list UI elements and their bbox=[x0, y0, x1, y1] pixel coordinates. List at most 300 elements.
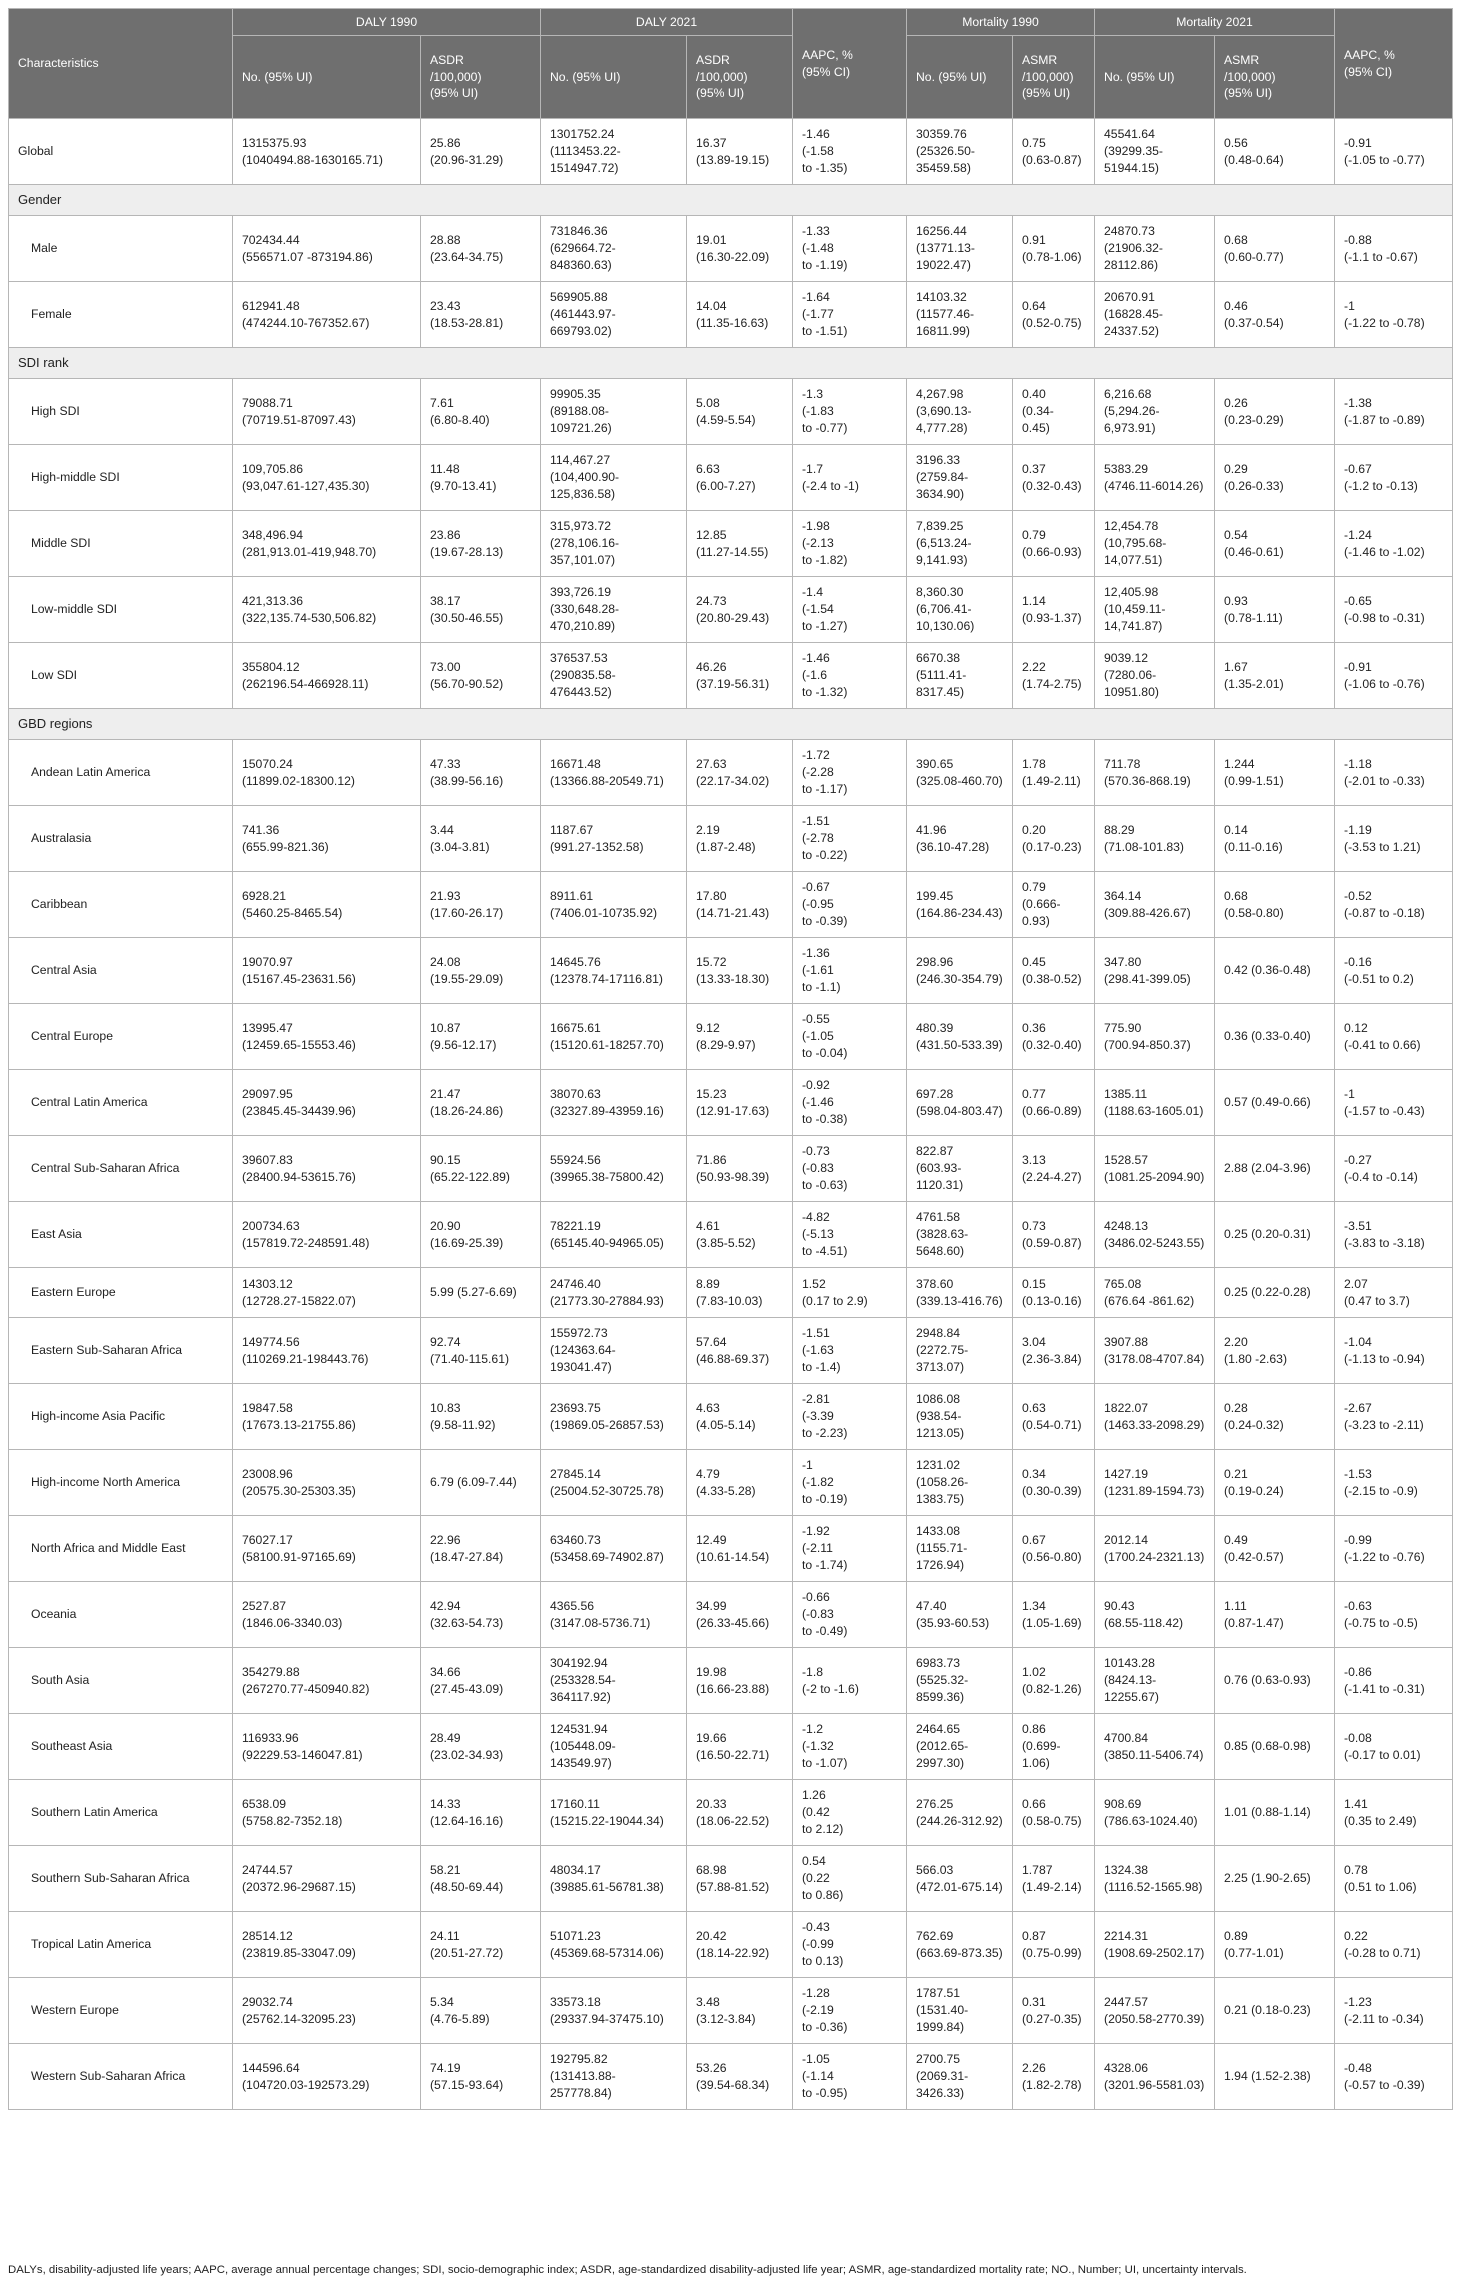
cell-text-line: (9.56-12.17) bbox=[430, 1037, 497, 1052]
cell-daly1990-number bbox=[233, 511, 421, 577]
cell-text-line: 9.12 bbox=[696, 1020, 720, 1035]
cell-text-line: (15215.22-19044.34) bbox=[550, 1813, 664, 1828]
cell-mort2021-asmr bbox=[1215, 1648, 1335, 1714]
cell-text-line: (11577.46- bbox=[916, 307, 975, 322]
cell-text-line: (6.00-7.27) bbox=[696, 478, 756, 493]
cell-text-line: (4.59-5.54) bbox=[696, 412, 756, 427]
cell-daly1990-number bbox=[233, 1780, 421, 1846]
cell-daly2021-asdr bbox=[687, 1384, 793, 1450]
cell-mort2021-asmr bbox=[1215, 1516, 1335, 1582]
cell-mort1990-asmr bbox=[1013, 216, 1095, 282]
cell-text-line: (0.38-0.52) bbox=[1022, 971, 1082, 986]
cell-mort1990-number bbox=[907, 938, 1013, 1004]
cell-mort2021-number bbox=[1095, 1912, 1215, 1978]
cell-daly2021-asdr bbox=[687, 872, 793, 938]
cell-text-line: (35.93-60.53) bbox=[916, 1615, 990, 1630]
cell-text-line: (32.63-54.73) bbox=[430, 1615, 504, 1630]
cell-aapc-daly bbox=[793, 740, 907, 806]
cell-text-line: (-2 to -1.6) bbox=[802, 1681, 859, 1696]
cell-text-line: (1.35-2.01) bbox=[1224, 676, 1284, 691]
cell-text-line: 1.06) bbox=[1022, 1755, 1050, 1770]
cell-text-line: (2.36-3.84) bbox=[1022, 1351, 1082, 1366]
table-row bbox=[9, 1912, 1453, 1978]
cell-text-line: 1231.02 bbox=[916, 1458, 961, 1473]
cell-text-line: -1.24 bbox=[1344, 527, 1372, 542]
cell-text-line: 0.22 bbox=[1344, 1928, 1368, 1943]
cell-daly2021-number bbox=[541, 1004, 687, 1070]
cell-text-line: (19.67-28.13) bbox=[430, 544, 504, 559]
cell-mort2021-asmr bbox=[1215, 1780, 1335, 1846]
cell-daly2021-asdr bbox=[687, 1846, 793, 1912]
cell-text-line: (0.666- bbox=[1022, 897, 1061, 912]
cell-mort1990-asmr bbox=[1013, 1450, 1095, 1516]
cell-text-line: (7.83-10.03) bbox=[696, 1293, 763, 1308]
cell-mort1990-asmr bbox=[1013, 643, 1095, 709]
cell-text-line: 4.61 bbox=[696, 1218, 720, 1233]
cell-aapc-mortality bbox=[1335, 1070, 1453, 1136]
cell-text-line: (45369.68-57314.06) bbox=[550, 1945, 664, 1960]
cell-mort2021-number bbox=[1095, 445, 1215, 511]
cell-text-line: 0.12 bbox=[1344, 1020, 1368, 1035]
cell-text-line: -1.38 bbox=[1344, 395, 1372, 410]
row-label: Low-middle SDI bbox=[9, 577, 233, 643]
cell-text-line: 109721.26) bbox=[550, 420, 612, 435]
cell-text-line: -1.64 bbox=[802, 290, 830, 305]
cell-text-line: 6.63 bbox=[696, 461, 720, 476]
cell-aapc-daly bbox=[793, 511, 907, 577]
cell-mort1990-asmr bbox=[1013, 2044, 1095, 2110]
cell-daly2021-number bbox=[541, 379, 687, 445]
row-label: Central Asia bbox=[9, 938, 233, 1004]
cell-text-line: 848360.63) bbox=[550, 257, 612, 272]
header-aapc-mortality: AAPC, % (95% CI) bbox=[1335, 9, 1453, 119]
cell-text-line: (124363.64- bbox=[550, 1343, 616, 1358]
cell-text-line: 0.77 bbox=[1022, 1086, 1046, 1101]
cell-daly2021-number bbox=[541, 1780, 687, 1846]
cell-text-line: (-0.83 bbox=[802, 1607, 834, 1622]
cell-text-line: 0.46 bbox=[1224, 298, 1248, 313]
cell-text-line: (322,135.74-530,506.82) bbox=[242, 610, 377, 625]
cell-text-line: 3196.33 bbox=[916, 453, 961, 468]
table-row bbox=[9, 282, 1453, 348]
cell-text-line: (-1.83 bbox=[802, 404, 834, 419]
cell-text-line: 28.49 bbox=[430, 1730, 461, 1745]
cell-text-line: 24.11 bbox=[430, 1928, 460, 1943]
cell-text-line: (46.88-69.37) bbox=[696, 1351, 770, 1366]
cell-daly2021-number bbox=[541, 1318, 687, 1384]
burden-table-container bbox=[8, 8, 1452, 2110]
cell-daly1990-asdr bbox=[421, 1714, 541, 1780]
cell-aapc-mortality bbox=[1335, 1136, 1453, 1202]
cell-mort2021-number bbox=[1095, 1384, 1215, 1450]
cell-text-line: (71.40-115.61) bbox=[430, 1351, 510, 1366]
cell-text-line: (-0.17 to 0.01) bbox=[1344, 1747, 1421, 1762]
table-row bbox=[9, 1070, 1453, 1136]
cell-text-line: -0.27 bbox=[1344, 1152, 1372, 1167]
cell-mort1990-number bbox=[907, 740, 1013, 806]
cell-text-line: (65.22-122.89) bbox=[430, 1169, 510, 1184]
table-row bbox=[9, 1318, 1453, 1384]
cell-text-line: 347.80 bbox=[1104, 954, 1142, 969]
table-row bbox=[9, 1582, 1453, 1648]
cell-mort1990-number bbox=[907, 282, 1013, 348]
cell-text-line: (0.58-0.80) bbox=[1224, 905, 1284, 920]
cell-text-line: 0.54 bbox=[802, 1854, 826, 1869]
cell-text-line: (-3.83 to -3.18) bbox=[1344, 1235, 1425, 1250]
header-aapc-daly: AAPC, % (95% CI) bbox=[793, 9, 907, 119]
cell-text-line: 0.37 bbox=[1022, 461, 1046, 476]
cell-text-line: (-2.15 to -0.9) bbox=[1344, 1483, 1418, 1498]
cell-text-line: (325.08-460.70) bbox=[916, 773, 1003, 788]
cell-text-line: 14303.12 bbox=[242, 1276, 293, 1291]
cell-mort2021-asmr bbox=[1215, 1004, 1335, 1070]
cell-text-line: 23.43 bbox=[430, 298, 461, 313]
cell-text-line: 0.73 bbox=[1022, 1218, 1046, 1233]
cell-text-line: (18.47-27.84) bbox=[430, 1549, 504, 1564]
cell-text-line: (-1.54 bbox=[802, 602, 834, 617]
cell-text-line: (-1.05 to -0.77) bbox=[1344, 152, 1425, 167]
cell-text-line: (0.48-0.64) bbox=[1224, 152, 1284, 167]
row-label: Low SDI bbox=[9, 643, 233, 709]
cell-text-line: 2464.65 bbox=[916, 1722, 961, 1737]
cell-text-line: 29097.95 bbox=[242, 1086, 293, 1101]
cell-daly2021-number bbox=[541, 1846, 687, 1912]
row-label: Central Sub-Saharan Africa bbox=[9, 1136, 233, 1202]
cell-text-line: (0.17-0.23) bbox=[1022, 839, 1082, 854]
cell-text-line: -1.46 bbox=[802, 127, 830, 142]
cell-text-line: 73.00 bbox=[430, 659, 461, 674]
cell-text-line: (104,400.90- bbox=[550, 470, 620, 485]
cell-text-line: (10.61-14.54) bbox=[696, 1549, 770, 1564]
cell-aapc-mortality bbox=[1335, 511, 1453, 577]
section-label: SDI rank bbox=[9, 348, 1453, 379]
cell-text-line: 144596.64 bbox=[242, 2060, 300, 2075]
cell-text-line: to -0.49) bbox=[802, 1623, 848, 1638]
cell-text-line: 3.44 bbox=[430, 822, 454, 837]
cell-text-line: (-1.22 to -0.78) bbox=[1344, 315, 1425, 330]
table-row bbox=[9, 806, 1453, 872]
cell-text-line: 1427.19 bbox=[1104, 1466, 1149, 1481]
cell-text-line: (9.58-11.92) bbox=[430, 1417, 496, 1432]
cell-aapc-mortality bbox=[1335, 2044, 1453, 2110]
cell-text-line: 908.69 bbox=[1104, 1796, 1142, 1811]
cell-text-line: 2700.75 bbox=[916, 2052, 961, 2067]
cell-text-line: (-1.77 bbox=[802, 307, 834, 322]
cell-mort1990-number bbox=[907, 1004, 1013, 1070]
cell-text-line: to 0.13) bbox=[802, 1953, 844, 1968]
cell-mort1990-number bbox=[907, 445, 1013, 511]
cell-text-line: to -1.17) bbox=[802, 781, 848, 796]
cell-mort2021-number bbox=[1095, 1004, 1215, 1070]
cell-text-line: (6,513.24- bbox=[916, 536, 972, 551]
cell-aapc-mortality bbox=[1335, 1846, 1453, 1912]
cell-text-line: 822.87 bbox=[916, 1144, 954, 1159]
cell-text-line: (0.13-0.16) bbox=[1022, 1293, 1082, 1308]
cell-text-line: -0.88 bbox=[1344, 232, 1372, 247]
cell-daly2021-number bbox=[541, 643, 687, 709]
cell-text-line: -0.63 bbox=[1344, 1598, 1372, 1613]
cell-text-line: (2069.31- bbox=[916, 2069, 969, 2084]
cell-mort1990-asmr bbox=[1013, 1582, 1095, 1648]
cell-text-line: (267270.77-450940.82) bbox=[242, 1681, 370, 1696]
cell-text-line: 10951.80) bbox=[1104, 684, 1159, 699]
cell-aapc-mortality bbox=[1335, 1582, 1453, 1648]
cell-text-line: (21773.30-27884.93) bbox=[550, 1293, 664, 1308]
cell-text-line: 5.08 bbox=[696, 395, 720, 410]
cell-text-line: 1324.38 bbox=[1104, 1862, 1149, 1877]
cell-text-line: 10.87 bbox=[430, 1020, 461, 1035]
table-row bbox=[9, 511, 1453, 577]
cell-aapc-daly bbox=[793, 938, 907, 1004]
cell-daly2021-asdr bbox=[687, 511, 793, 577]
cell-text-line: (20.96-31.29) bbox=[430, 152, 504, 167]
cell-text-line: (0.27-0.35) bbox=[1022, 2011, 1082, 2026]
cell-mort1990-asmr bbox=[1013, 1070, 1095, 1136]
cell-mort1990-asmr bbox=[1013, 1912, 1095, 1978]
cell-text-line: 7,839.25 bbox=[916, 519, 964, 534]
cell-text-line: (603.93-1120.31) bbox=[916, 1161, 964, 1192]
cell-text-line: (0.60-0.77) bbox=[1224, 249, 1284, 264]
cell-text-line: (0.42 bbox=[802, 1805, 830, 1820]
cell-text-line: 8,360.30 bbox=[916, 585, 964, 600]
cell-text-line: (4746.11-6014.26) bbox=[1104, 478, 1204, 493]
cell-mort2021-number bbox=[1095, 511, 1215, 577]
cell-text-line: (157819.72-248591.48) bbox=[242, 1235, 370, 1250]
cell-daly1990-number bbox=[233, 1450, 421, 1516]
cell-daly2021-asdr bbox=[687, 1516, 793, 1582]
cell-text-line: 3907.88 bbox=[1104, 1334, 1149, 1349]
cell-text-line: to -0.95) bbox=[802, 2085, 848, 2100]
cell-text-line: (16.66-23.88) bbox=[696, 1681, 770, 1696]
cell-text-line: 34.66 bbox=[430, 1664, 461, 1679]
cell-text-line: 8911.61 bbox=[550, 888, 594, 903]
cell-text-line: to -1.51) bbox=[802, 323, 848, 338]
cell-text-line: -1.46 bbox=[802, 651, 830, 666]
cell-text-line: 4.63 bbox=[696, 1400, 720, 1415]
cell-text-line: 0.79 bbox=[1022, 880, 1046, 895]
cell-text-line: (1.74-2.75) bbox=[1022, 676, 1082, 691]
cell-text-line: 45541.64 bbox=[1104, 127, 1155, 142]
cell-text-line: (2272.75- bbox=[916, 1343, 969, 1358]
cell-daly2021-number bbox=[541, 1648, 687, 1714]
cell-text-line: 0.34 bbox=[1022, 1466, 1046, 1481]
cell-text-line: (-2.13 bbox=[802, 536, 834, 551]
cell-text-line: 0.63 bbox=[1022, 1400, 1046, 1415]
cell-text-line: (4.05-5.14) bbox=[696, 1417, 756, 1432]
cell-text-line: -0.91 bbox=[1344, 659, 1372, 674]
cell-text-line: (-0.57 to -0.39) bbox=[1344, 2077, 1425, 2092]
row-label: Male bbox=[9, 216, 233, 282]
cell-text-line: to -0.04) bbox=[802, 1045, 848, 1060]
cell-text-line: (-1.14 bbox=[802, 2069, 834, 2084]
cell-text-line: 41.96 bbox=[916, 822, 947, 837]
cell-text-line: (0.37-0.54) bbox=[1224, 315, 1284, 330]
cell-aapc-daly bbox=[793, 119, 907, 185]
cell-text-line: (-0.4 to -0.14) bbox=[1344, 1169, 1418, 1184]
cell-text-line: (700.94-850.37) bbox=[1104, 1037, 1191, 1052]
cell-mort1990-asmr bbox=[1013, 119, 1095, 185]
cell-daly1990-number bbox=[233, 740, 421, 806]
cell-text-line: 6.79 (6.09-7.44) bbox=[430, 1475, 517, 1490]
cell-text-line: 90.43 bbox=[1104, 1598, 1135, 1613]
cell-text-line: 3634.90) bbox=[916, 486, 965, 501]
cell-text-line: (-2.19 bbox=[802, 2003, 834, 2018]
cell-text-line: 0.86 bbox=[1022, 1722, 1046, 1737]
table-row bbox=[9, 1780, 1453, 1846]
cell-daly2021-asdr bbox=[687, 282, 793, 348]
cell-aapc-daly bbox=[793, 379, 907, 445]
cell-text-line: (-1.61 bbox=[802, 963, 834, 978]
cell-text-line: (1.49-2.14) bbox=[1022, 1879, 1082, 1894]
cell-text-line: -1 bbox=[1344, 1086, 1355, 1101]
cell-text-line: (253328.54- bbox=[550, 1673, 616, 1688]
cell-text-line: 0.42 (0.36-0.48) bbox=[1224, 963, 1311, 978]
cell-text-line: 63460.73 bbox=[550, 1532, 601, 1547]
cell-text-line: 6538.09 bbox=[242, 1796, 287, 1811]
cell-text-line: 0.78 bbox=[1344, 1862, 1368, 1877]
cell-mort1990-number bbox=[907, 1780, 1013, 1846]
cell-daly1990-asdr bbox=[421, 1202, 541, 1268]
cell-text-line: 2.26 bbox=[1022, 2060, 1046, 2075]
cell-aapc-daly bbox=[793, 2044, 907, 2110]
row-label: East Asia bbox=[9, 1202, 233, 1268]
cell-text-line: 27.63 bbox=[696, 756, 727, 771]
cell-text-line: 0.64 bbox=[1022, 298, 1046, 313]
cell-text-line: 33573.18 bbox=[550, 1994, 601, 2009]
cell-mort1990-asmr bbox=[1013, 282, 1095, 348]
cell-mort1990-asmr bbox=[1013, 1648, 1095, 1714]
cell-text-line: 16675.61 bbox=[550, 1020, 601, 1035]
cell-mort2021-asmr bbox=[1215, 379, 1335, 445]
cell-text-line: 125,836.58) bbox=[550, 486, 616, 501]
cell-text-line: (-1.13 to -0.94) bbox=[1344, 1351, 1425, 1366]
cell-text-line: 390.65 bbox=[916, 756, 954, 771]
cell-text-line: 1.78 bbox=[1022, 756, 1046, 771]
cell-text-line: (1.80 -2.63) bbox=[1224, 1351, 1288, 1366]
cell-text-line: 8.89 bbox=[696, 1276, 720, 1291]
row-label: Middle SDI bbox=[9, 511, 233, 577]
cell-daly2021-number bbox=[541, 1978, 687, 2044]
cell-text-line: -0.52 bbox=[1344, 888, 1372, 903]
cell-mort2021-asmr bbox=[1215, 1318, 1335, 1384]
table-row bbox=[9, 1202, 1453, 1268]
cell-daly2021-asdr bbox=[687, 1318, 793, 1384]
cell-text-line: -2.81 bbox=[802, 1392, 830, 1407]
cell-text-line: 3.13 bbox=[1022, 1152, 1046, 1167]
cell-text-line: (10,459.11- bbox=[1104, 602, 1166, 617]
cell-daly1990-number bbox=[233, 2044, 421, 2110]
cell-text-line: (0.32-0.43) bbox=[1022, 478, 1082, 493]
cell-text-line: (676.64 -861.62) bbox=[1104, 1293, 1195, 1308]
cell-aapc-mortality bbox=[1335, 1004, 1453, 1070]
cell-text-line: 0.45 bbox=[1022, 954, 1046, 969]
cell-text-line: 90.15 bbox=[430, 1152, 461, 1167]
cell-text-line: -1.33 bbox=[802, 224, 830, 239]
cell-daly1990-asdr bbox=[421, 1136, 541, 1202]
cell-text-line: 24744.57 bbox=[242, 1862, 293, 1877]
cell-aapc-daly bbox=[793, 216, 907, 282]
cell-text-line: (7406.01-10735.92) bbox=[550, 905, 658, 920]
cell-text-line: 47.33 bbox=[430, 756, 461, 771]
cell-daly1990-number bbox=[233, 643, 421, 709]
cell-mort2021-number bbox=[1095, 872, 1215, 938]
cell-text-line: -1.53 bbox=[1344, 1466, 1372, 1481]
cell-text-line: 1.244 bbox=[1224, 756, 1255, 771]
cell-text-line: 0.49 bbox=[1224, 1532, 1248, 1547]
cell-text-line: 0.67 bbox=[1022, 1532, 1046, 1547]
cell-daly2021-number bbox=[541, 1070, 687, 1136]
cell-text-line: 0.93 bbox=[1224, 593, 1248, 608]
cell-text-line: 28.88 bbox=[430, 232, 461, 247]
cell-text-line: (50.93-98.39) bbox=[696, 1169, 770, 1184]
cell-text-line: to -1.19) bbox=[802, 257, 848, 272]
cell-mort1990-number bbox=[907, 1978, 1013, 2044]
cell-daly1990-asdr bbox=[421, 1318, 541, 1384]
cell-mort1990-asmr bbox=[1013, 872, 1095, 938]
cell-text-line: 0.57 (0.49-0.66) bbox=[1224, 1095, 1311, 1110]
cell-daly2021-asdr bbox=[687, 1070, 793, 1136]
cell-text-line: (1040494.88-1630165.71) bbox=[242, 152, 383, 167]
cell-text-line: 0.36 (0.33-0.40) bbox=[1224, 1029, 1311, 1044]
cell-text-line: 0.76 (0.63-0.93) bbox=[1224, 1673, 1311, 1688]
cell-daly1990-number bbox=[233, 282, 421, 348]
cell-daly2021-asdr bbox=[687, 1268, 793, 1318]
row-label: Female bbox=[9, 282, 233, 348]
cell-text-line: (6,706.41- bbox=[916, 602, 972, 617]
cell-mort2021-asmr bbox=[1215, 1714, 1335, 1780]
cell-text-line: 0.36 bbox=[1022, 1020, 1046, 1035]
cell-text-line: (-0.87 to -0.18) bbox=[1344, 905, 1425, 920]
cell-text-line: (36.10-47.28) bbox=[916, 839, 990, 854]
cell-text-line: (18.26-24.86) bbox=[430, 1103, 504, 1118]
cell-text-line: (330,648.28- bbox=[550, 602, 620, 617]
cell-text-line: (629664.72- bbox=[550, 241, 616, 256]
cell-mort2021-asmr bbox=[1215, 1136, 1335, 1202]
cell-text-line: (1531.40- bbox=[916, 2003, 969, 2018]
cell-text-line: 47.40 bbox=[916, 1598, 947, 1613]
cell-text-line: to 0.86) bbox=[802, 1887, 844, 1902]
cell-text-line: 79088.71 bbox=[242, 395, 293, 410]
cell-text-line: 15070.24 bbox=[242, 756, 293, 771]
cell-daly2021-asdr bbox=[687, 1582, 793, 1648]
cell-text-line: 0.79 bbox=[1022, 527, 1046, 542]
row-label: Southeast Asia bbox=[9, 1714, 233, 1780]
cell-daly2021-asdr bbox=[687, 1136, 793, 1202]
cell-text-line: (244.26-312.92) bbox=[916, 1813, 1003, 1828]
cell-text-line: (2012.65- bbox=[916, 1739, 969, 1754]
cell-daly2021-asdr bbox=[687, 1912, 793, 1978]
cell-text-line: (0.699- bbox=[1022, 1739, 1061, 1754]
cell-text-line: 765.08 bbox=[1104, 1276, 1142, 1291]
cell-text-line: to -1.07) bbox=[802, 1755, 848, 1770]
cell-aapc-mortality bbox=[1335, 282, 1453, 348]
cell-text-line: (13.33-18.30) bbox=[696, 971, 770, 986]
cell-text-line: (-1.22 to -0.76) bbox=[1344, 1549, 1425, 1564]
cell-text-line: 0.93) bbox=[1022, 913, 1050, 928]
row-label: Southern Sub-Saharan Africa bbox=[9, 1846, 233, 1912]
cell-mort2021-number bbox=[1095, 938, 1215, 1004]
cell-text-line: 2447.57 bbox=[1104, 1994, 1149, 2009]
cell-aapc-daly bbox=[793, 1136, 907, 1202]
cell-text-line: 124531.94 bbox=[550, 1722, 608, 1737]
cell-text-line: 0.21 bbox=[1224, 1466, 1248, 1481]
cell-text-line: (-0.83 bbox=[802, 1161, 834, 1176]
cell-aapc-mortality bbox=[1335, 740, 1453, 806]
cell-text-line: (1113453.22- bbox=[550, 144, 621, 159]
cell-aapc-mortality bbox=[1335, 1450, 1453, 1516]
cell-text-line: 11.48 bbox=[430, 461, 460, 476]
cell-text-line: 10,130.06) bbox=[916, 618, 975, 633]
